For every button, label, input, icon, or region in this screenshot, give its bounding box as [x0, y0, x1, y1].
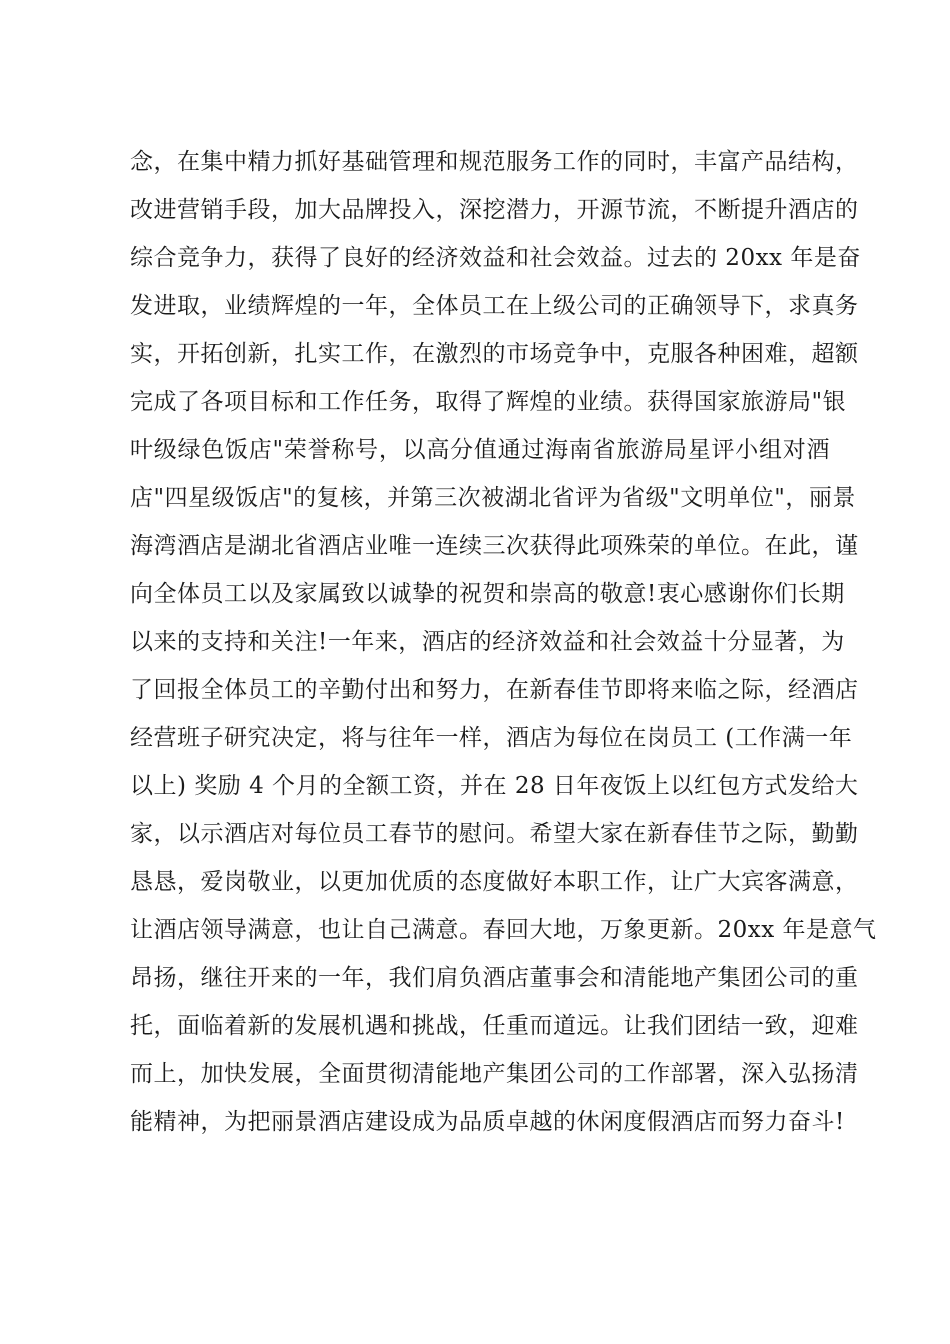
paragraph-line: 店"四星级饭店"的复核，并第三次被湖北省评为省级"文明单位"，丽景: [130, 485, 856, 511]
paragraph-line: 能精神，为把丽景酒店建设成为品质卓越的休闲度假酒店而努力奋斗!: [130, 1109, 845, 1135]
paragraph-line: 以上) 奖励 4 个月的全额工资，并在 28 日年夜饭上以红包方式发给大: [130, 773, 859, 799]
paragraph-line: 叶级绿色饭店"荣誉称号，以高分值通过海南省旅游局星评小组对酒: [130, 437, 830, 463]
paragraph-line: 实，开拓创新，扎实工作，在激烈的市场竞争中，克服各种困难，超额: [130, 341, 859, 367]
paragraph-line: 家，以示酒店对每位员工春节的慰问。希望大家在新春佳节之际，勤勤: [130, 821, 859, 847]
paragraph-line: 而上，加快发展，全面贯彻清能地产集团公司的工作部署，深入弘扬清: [130, 1061, 859, 1087]
paragraph-line: 海湾酒店是湖北省酒店业唯一连续三次获得此项殊荣的单位。在此，谨: [130, 533, 859, 559]
paragraph-line: 念，在集中精力抓好基础管理和规范服务工作的同时，丰富产品结构，: [130, 149, 859, 175]
paragraph-line: 完成了各项目标和工作任务，取得了辉煌的业绩。获得国家旅游局"银: [130, 389, 847, 415]
paragraph-line: 昂扬，继往开来的一年，我们肩负酒店董事会和清能地产集团公司的重: [130, 965, 859, 991]
paragraph-line: 恳恳，爱岗敬业，以更加优质的态度做好本职工作，让广大宾客满意，: [130, 869, 859, 895]
paragraph-line: 向全体员工以及家属致以诚挚的祝贺和崇高的敬意!衷心感谢你们长期: [130, 581, 845, 607]
paragraph-line: 了回报全体员工的辛勤付出和努力，在新春佳节即将来临之际，经酒店: [130, 677, 859, 703]
paragraph-line: 综合竞争力，获得了良好的经济效益和社会效益。过去的 20xx 年是奋: [130, 245, 861, 271]
paragraph-line: 发进取，业绩辉煌的一年，全体员工在上级公司的正确领导下，求真务: [130, 293, 859, 319]
paragraph-line: 托，面临着新的发展机遇和挑战，任重而道远。让我们团结一致，迎难: [130, 1013, 859, 1039]
paragraph-line: 改进营销手段，加大品牌投入，深挖潜力，开源节流，不断提升酒店的: [130, 197, 859, 223]
paragraph-line: 以来的支持和关注!一年来，酒店的经济效益和社会效益十分显著，为: [130, 629, 845, 655]
paragraph-line: 经营班子研究决定，将与往年一样，酒店为每位在岗员工 (工作满一年: [130, 725, 853, 751]
body-paragraph: [130, 138, 877, 1146]
paragraph-line: 让酒店领导满意，也让自己满意。春回大地，万象更新。20xx 年是意气: [130, 917, 877, 943]
